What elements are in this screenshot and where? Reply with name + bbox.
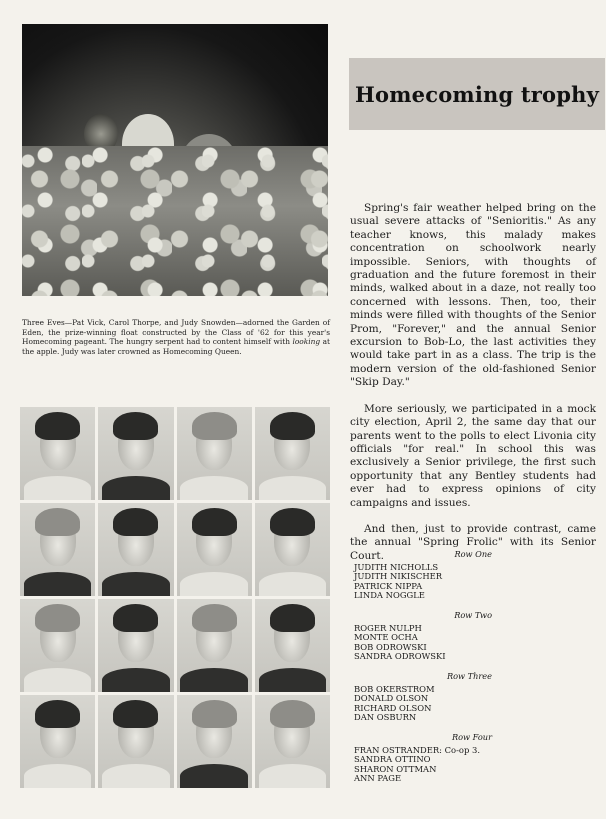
portrait-hair bbox=[113, 700, 158, 728]
title-banner bbox=[349, 58, 605, 130]
portrait-shoulders bbox=[180, 572, 248, 596]
portrait-shoulders bbox=[180, 476, 248, 500]
student-name: DONALD OLSON bbox=[354, 693, 429, 704]
portrait-shoulders bbox=[102, 764, 170, 788]
paragraph: More seriously, we participated in a mock city election, April 2, the same day that our parents went to the polls to elect Livonia city officials "for real." In school this was exclusively a Senior privilege, the first such opportunity that any Bentley students had ever had to express opinions of city campaigns and issues. bbox=[350, 402, 596, 509]
student-name: SHARON OTTMAN bbox=[354, 763, 437, 774]
student-name: RICHARD OLSON bbox=[354, 702, 432, 713]
portrait-shoulders bbox=[180, 764, 248, 788]
name-rows bbox=[354, 550, 494, 794]
row-three bbox=[354, 672, 494, 723]
portrait-hair bbox=[113, 412, 158, 440]
student-name: MONTE OCHA bbox=[354, 632, 418, 643]
portrait-shoulders bbox=[24, 572, 92, 596]
homecoming-float-photo bbox=[22, 24, 328, 296]
student-name: BOB ODROWSKI bbox=[354, 641, 427, 652]
student-name: JUDITH NIKISCHER bbox=[354, 571, 443, 582]
portrait-hair bbox=[270, 508, 315, 536]
row-label: Row One bbox=[454, 549, 492, 559]
portrait-hair bbox=[113, 508, 158, 536]
student-portrait bbox=[20, 407, 95, 500]
portrait-hair bbox=[35, 508, 80, 536]
student-portrait bbox=[255, 407, 330, 500]
student-portrait bbox=[177, 599, 252, 692]
portrait-shoulders bbox=[102, 572, 170, 596]
student-portrait bbox=[98, 407, 173, 500]
portrait-hair bbox=[192, 508, 237, 536]
row-two bbox=[354, 611, 494, 662]
student-portrait bbox=[20, 695, 95, 788]
student-portrait bbox=[177, 503, 252, 596]
portrait-shoulders bbox=[102, 476, 170, 500]
portrait-shoulders bbox=[24, 476, 92, 500]
photo-caption: Three Eves—Pat Vick, Carol Thorpe, and Judy Snowden—adorned the Garden of Eden, the prize-winning float constructed by the Class of '62 for this year's Homecoming pageant. The hungry serpent had to content himself with looking at the apple. Judy was later crowned as Homecoming Queen. bbox=[22, 318, 330, 356]
row-four bbox=[354, 733, 494, 784]
portrait-hair bbox=[35, 412, 80, 440]
paragraph: Spring's fair weather helped bring on the usual severe attacks of "Senioritis." As any teacher knows, this malady makes concentration on schoolwork nearly impossible. Seniors, with thoughts of graduation and the future foremost in their minds, walked about in a daze, not really too concerned with lessons. Then, too, their minds were filled with thoughts of the Senior Prom, "Forever," and the annual Senior excursion to Bob-Lo, the last activities they would take part in as a class. The trip is the modern version of the old-fashioned Senior "Skip Day." bbox=[350, 202, 596, 389]
float-flowers bbox=[22, 146, 328, 296]
portrait-shoulders bbox=[102, 668, 170, 692]
portrait-hair bbox=[270, 604, 315, 632]
portrait-shoulders bbox=[259, 764, 327, 788]
student-portrait bbox=[255, 599, 330, 692]
portrait-hair bbox=[192, 700, 237, 728]
student-name: JUDITH NICHOLLS bbox=[354, 561, 439, 572]
student-name: SANDRA ODROWSKI bbox=[354, 651, 446, 662]
row-one bbox=[354, 550, 494, 601]
page-title: Homecoming trophy bbox=[354, 81, 599, 107]
student-name: FRAN OSTRANDER: Co-op 3. bbox=[354, 744, 480, 755]
co-op-note: Co-op 3. bbox=[441, 744, 480, 755]
portrait-hair bbox=[192, 412, 237, 440]
portrait-shoulders bbox=[180, 668, 248, 692]
student-portrait bbox=[98, 695, 173, 788]
student-portrait bbox=[20, 599, 95, 692]
portrait-hair bbox=[270, 412, 315, 440]
student-portrait bbox=[177, 695, 252, 788]
student-portrait bbox=[98, 599, 173, 692]
student-name: ANN PAGE bbox=[354, 773, 402, 784]
student-name: BOB OKERSTROM bbox=[354, 683, 435, 694]
row-label: Row Two bbox=[454, 609, 492, 620]
portrait-hair bbox=[113, 604, 158, 632]
student-name: SANDRA OTTINO bbox=[354, 754, 431, 765]
student-portrait bbox=[255, 503, 330, 596]
portrait-shoulders bbox=[259, 476, 327, 500]
article-body bbox=[350, 202, 596, 576]
portrait-hair bbox=[270, 700, 315, 728]
row-label: Row Three bbox=[446, 670, 492, 681]
portrait-shoulders bbox=[259, 572, 327, 596]
portrait-shoulders bbox=[24, 668, 92, 692]
portrait-shoulders bbox=[259, 668, 327, 692]
portrait-hair bbox=[35, 604, 80, 632]
paragraph: And then, just to provide contrast, came the annual "Spring Frolic" with its Senior Court. bbox=[350, 522, 596, 562]
student-portrait bbox=[177, 407, 252, 500]
portrait-shoulders bbox=[24, 764, 92, 788]
row-label: Row Four bbox=[451, 731, 492, 742]
student-portrait bbox=[255, 695, 330, 788]
student-portrait bbox=[98, 503, 173, 596]
student-name: ROGER NULPH bbox=[354, 622, 422, 633]
student-name: PATRICK NIPPA bbox=[354, 580, 423, 591]
student-name: DAN OSBURN bbox=[354, 712, 417, 723]
portrait-hair bbox=[192, 604, 237, 632]
student-name: LINDA NOGGLE bbox=[354, 590, 425, 601]
portrait-hair bbox=[35, 700, 80, 728]
student-portrait bbox=[20, 503, 95, 596]
senior-portrait-grid bbox=[20, 407, 330, 788]
